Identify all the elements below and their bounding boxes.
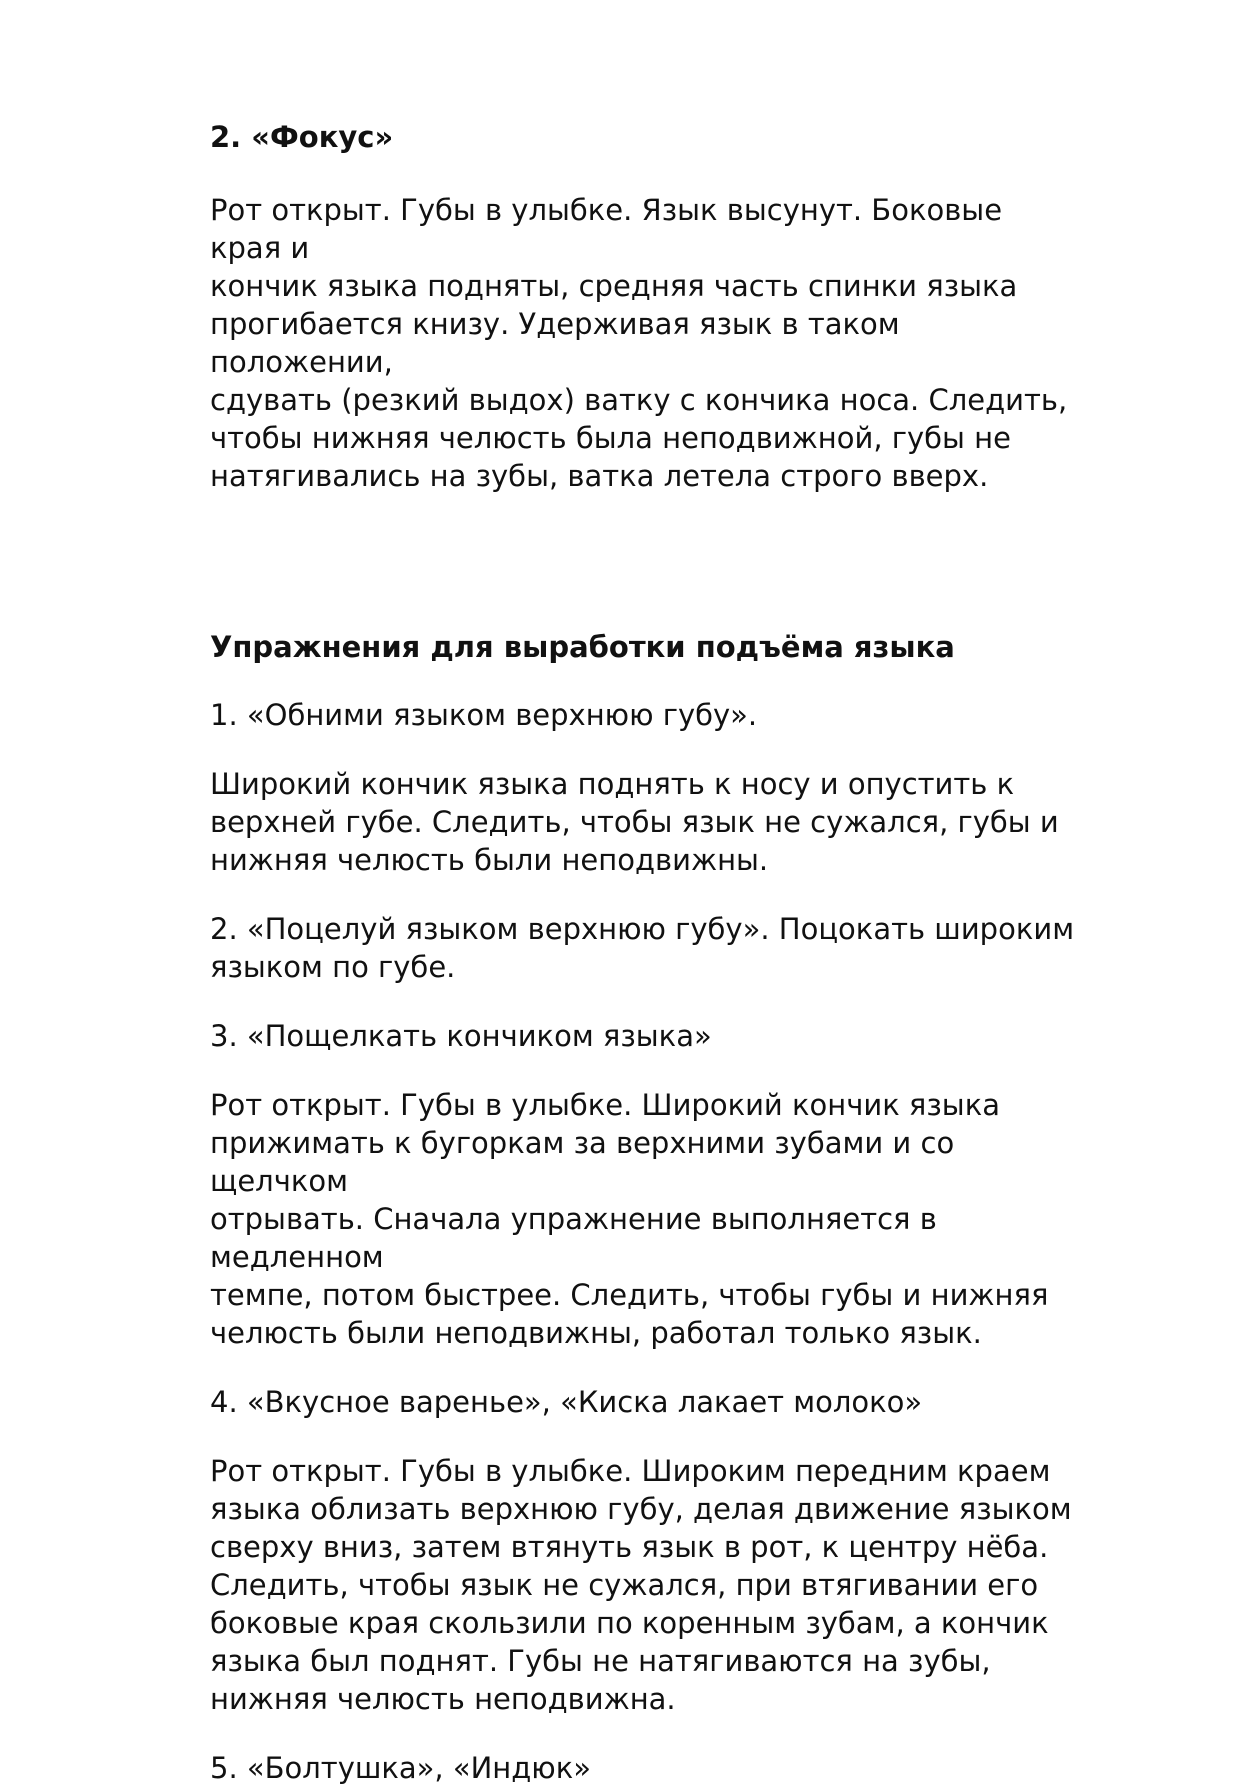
exercise-description-click-tongue: Рот открыт. Губы в улыбке. Широкий кончик языка прижимать к бугоркам за верхними зубами и со щелчком отрывать. Сначала упражнение выполняется в медленном темпе, потом быстрее. Следить, чтобы губы и нижняя челюсть были неподвижны, работал только язык. bbox=[210, 1088, 1049, 1350]
exercise-title-hug-upper-lip: 1. «Обними языком верхнюю губу». bbox=[210, 698, 758, 732]
exercise-description-focus: Рот открыт. Губы в улыбке. Язык высунут. Боковые края и кончик языка подняты, средняя часть спинки языка прогибается книзу. Удерживая язык в таком положении, сдувать (резкий выдох) ватку с кончика носа. Следить, чтобы нижняя челюсть была неподвижной, губы не натягивались на зубы, ватка летела строго вверх. bbox=[210, 193, 1068, 493]
exercise-title-kiss-upper-lip: 2. «Поцелуй языком верхнюю губу». Поцокать широким языком по губе. bbox=[210, 912, 1075, 984]
exercise-title-focus: 2. «Фокус» bbox=[210, 120, 394, 154]
exercise-description-hug-upper-lip: Широкий кончик языка поднять к носу и опустить к верхней губе. Следить, чтобы язык не сужался, губы и нижняя челюсть были неподвижны. bbox=[210, 767, 1059, 877]
exercise-title-tasty-jam: 4. «Вкусное варенье», «Киска лакает молоко» bbox=[210, 1385, 923, 1419]
exercise-description-tasty-jam: Рот открыт. Губы в улыбке. Широким передним краем языка облизать верхнюю губу, делая движение языком сверху вниз, затем втянуть язык в рот, к центру нёба. Следить, чтобы язык не сужался, при втягивании его боковые края скользили по коренным зубам, а кончик языка был поднят. Губы не натягиваются на зубы, нижняя челюсть неподвижна. bbox=[210, 1454, 1072, 1716]
exercise-title-chatterbox: 5. «Болтушка», «Индюк» bbox=[210, 1751, 591, 1785]
document-page bbox=[210, 118, 1080, 1787]
exercise-title-click-tongue: 3. «Пощелкать кончиком языка» bbox=[210, 1019, 712, 1053]
section-heading-tongue-raising: Упражнения для выработки подъёма языка bbox=[210, 630, 955, 664]
